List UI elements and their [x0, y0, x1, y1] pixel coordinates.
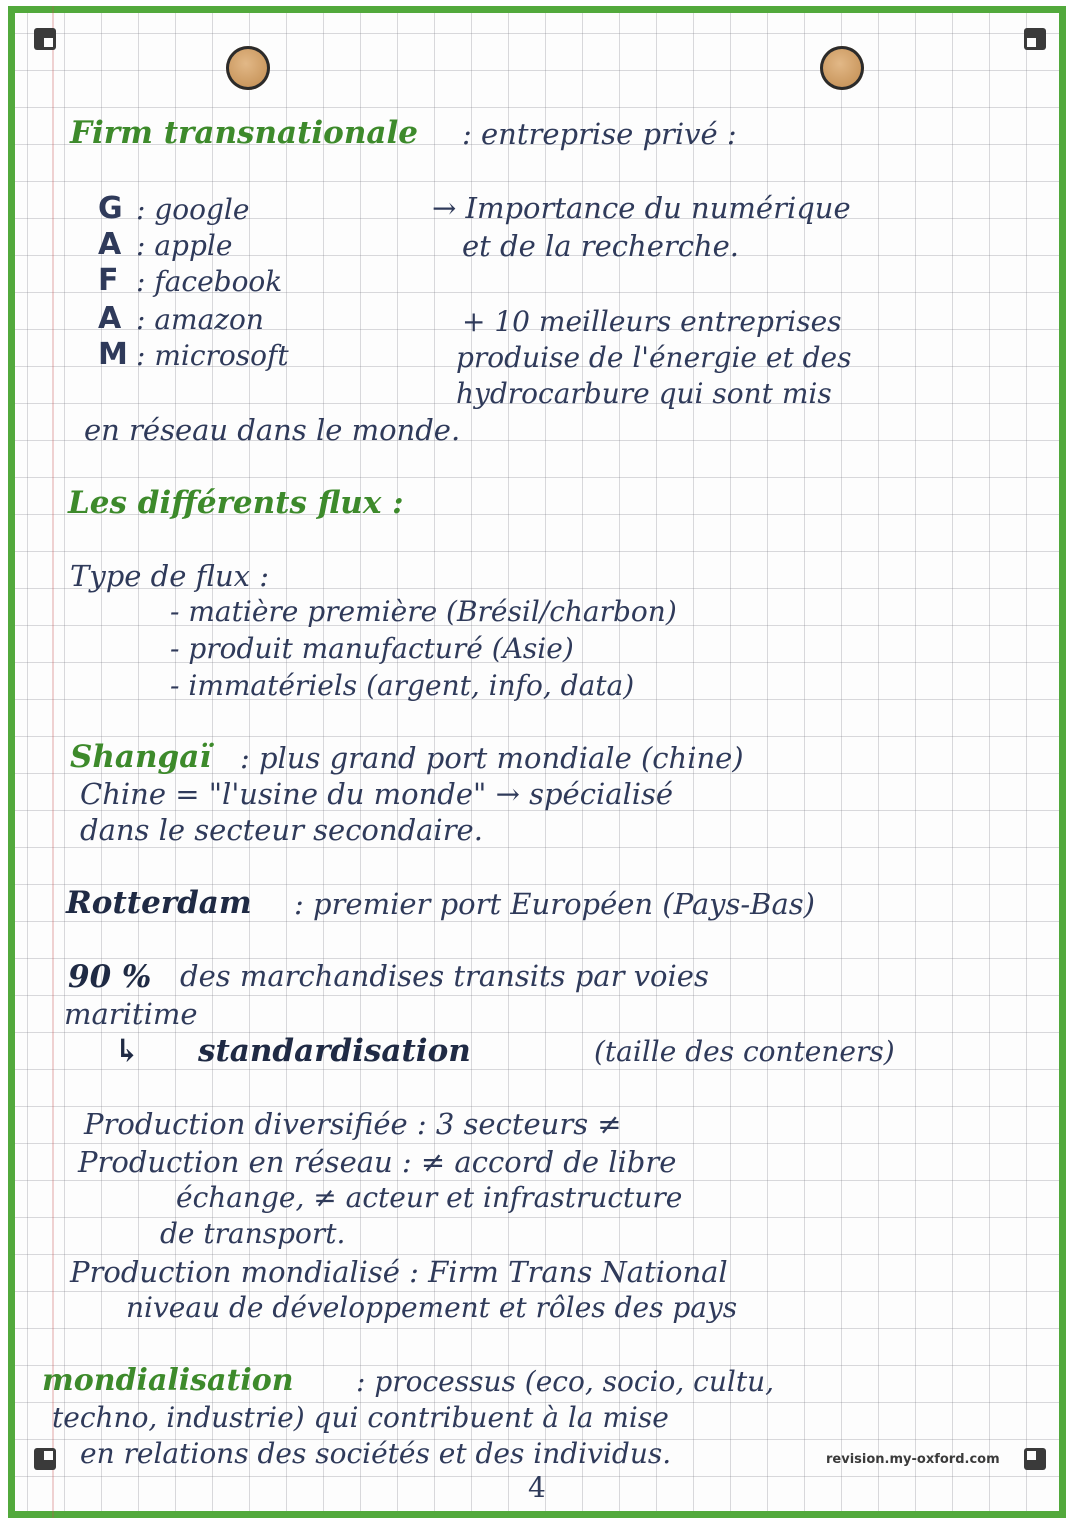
- gafam-letter: A: [98, 227, 122, 262]
- production-line-1: Production diversifiée : 3 secteurs ≠: [84, 1107, 622, 1141]
- mondialisation-line-3: en relations des sociétés et des individus.: [80, 1437, 672, 1470]
- term-shangai: Shangaï: [70, 739, 212, 775]
- gafam-letter: M: [98, 337, 128, 372]
- gafam-company: : facebook: [136, 265, 283, 298]
- mondialisation-line-1: : processus (eco, socio, cultu,: [356, 1365, 775, 1398]
- production-line-4: de transport.: [160, 1217, 346, 1250]
- shangai-definition: : plus grand port mondiale (chine): [240, 741, 744, 775]
- gafam-letter: G: [98, 191, 123, 226]
- corner-marker-top-left-icon: [34, 28, 56, 50]
- note-meilleurs-entreprises: + 10 meilleurs entreprises: [462, 305, 842, 338]
- watermark: revision.my-oxford.com: [826, 1452, 1000, 1467]
- gafam-company: : apple: [136, 229, 233, 262]
- type-de-flux-heading: Type de flux :: [70, 559, 269, 593]
- production-line-2: Production en réseau : ≠ accord de libre: [78, 1145, 677, 1179]
- corner-marker-bottom-left-icon: [34, 1448, 56, 1470]
- term-standardisation: standardisation: [198, 1033, 471, 1069]
- term-rotterdam: Rotterdam: [66, 885, 252, 921]
- flux-type-item: - produit manufacturé (Asie): [170, 632, 574, 665]
- maritime-line-2: maritime: [64, 997, 198, 1031]
- note-energie: produise de l'énergie et des: [456, 341, 852, 374]
- flux-type-item: - immatériels (argent, info, data): [170, 669, 635, 702]
- binder-hole-right-icon: [820, 46, 864, 90]
- production-line-3: échange, ≠ acteur et infrastructure: [176, 1181, 683, 1214]
- shangai-line-3: dans le secteur secondaire.: [80, 813, 483, 847]
- flux-type-item: - matière première (Brésil/charbon): [170, 595, 677, 628]
- note-numerique: → Importance du numérique: [432, 191, 851, 225]
- heading-firm-definition: : entreprise privé :: [462, 117, 737, 151]
- rotterdam-definition: : premier port Européen (Pays-Bas): [294, 887, 815, 921]
- note-hydrocarbure: hydrocarbure qui sont mis: [456, 377, 832, 410]
- standardisation-definition: (taille des conteners): [594, 1035, 895, 1068]
- margin-line: [52, 6, 54, 1518]
- production-line-5: Production mondialisé : Firm Trans National: [70, 1255, 728, 1289]
- heading-differents-flux: Les différents flux :: [68, 485, 404, 521]
- gafam-company: : amazon: [136, 303, 264, 336]
- corner-marker-bottom-right-icon: [1024, 1448, 1046, 1470]
- shangai-line-2: Chine = "l'usine du monde" → spécialisé: [80, 777, 674, 811]
- gafam-letter: F: [98, 263, 119, 298]
- maritime-line-1: des marchandises transits par voies: [180, 959, 709, 993]
- heading-firm-transnationale: Firm transnationale: [70, 115, 418, 151]
- maritime-percent: 90 %: [68, 959, 152, 995]
- production-line-6: niveau de développement et rôles des pays: [126, 1291, 738, 1324]
- binder-hole-left-icon: [226, 46, 270, 90]
- note-reseau-monde: en réseau dans le monde.: [84, 413, 461, 447]
- arrow-standardisation-icon: ↳: [114, 1033, 140, 1069]
- mondialisation-line-2: techno, industrie) qui contribuent à la mise: [52, 1401, 669, 1434]
- gafam-letter: A: [98, 301, 122, 336]
- note-recherche: et de la recherche.: [462, 229, 740, 263]
- gafam-company: : google: [136, 193, 250, 226]
- page-number: 4: [528, 1471, 546, 1504]
- gafam-company: : microsoft: [136, 339, 289, 372]
- term-mondialisation: mondialisation: [42, 1363, 294, 1398]
- corner-marker-top-right-icon: [1024, 28, 1046, 50]
